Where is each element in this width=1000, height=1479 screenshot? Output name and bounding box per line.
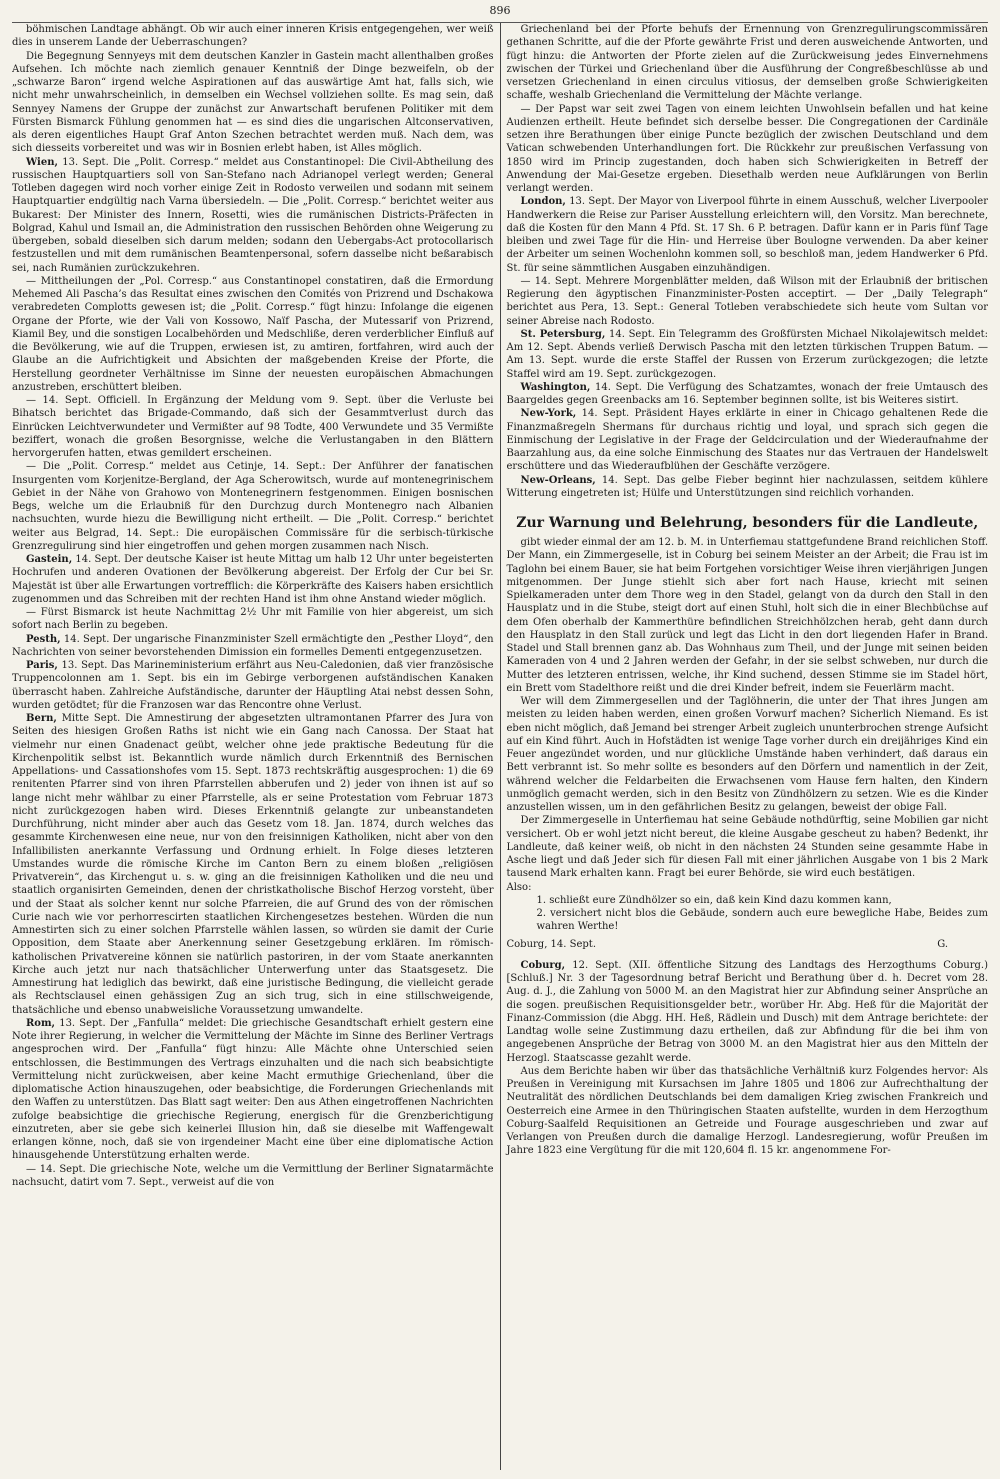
paragraph-text: Aus dem Berichte haben wir über das thatsächliche Verhältniß kurz Folgendes hervor: Als Preußen in Vereinigung mit Kursachsen im Jahre 1805 und 1806 zur Aufrechthaltung der Neutralität des nördlichen Deutschlands bei dem damaligen Krieg zwischen Frankreich und Oesterreich eine Armee in den Thüringischen Staaten aufstellte, wurden in dem Herzogthum Coburg-Saalfeld Requisitionen an Getreide und Fourage ausgeschrieben und zwar auf Verlangen von Preußen durch die damalige Herzogl. Landesregierung, wofür Preußen im Jahre 1823 eine Vergütung für die mit 120,604 fl. 15 kr. angenommene For-: [506, 1065, 988, 1157]
dateline: London,: [520, 196, 566, 208]
paragraph-text: 14. Sept. Der ungarische Finanzminister Szell ermächtigte den „Pesther Lloyd“, den Nachrichten von seiner bevorstehenden Dimission ein formelles Dementi entgegenzusetzen.: [12, 633, 494, 658]
signoff: [507, 938, 989, 951]
paragraph-text: Mitte Sept. Die Amnestirung der abgesetzten ultramontanen Pfarrer des Jura von Seiten des hiesigen Großen Raths ist nicht wie ein Gang nach Canossa. Der Staat hat vielmehr nur einen Gnadenact geübt, welcher ohne jede praktische Bedeutung für die Kirchenpolitik selbst ist. Bekanntlich wurde nämlich durch Erkenntniß des Bernischen Appellations- und Cassationshofes vom 15. Sept. 1873 rechtskräftig ausgesprochen: 1) die 69 renitenten Pfarrer sind von ihren Pfarrstellen abberufen und 2) jeder von ihnen ist auf so lange nicht mehr wählbar zu einer Pfarrstelle, als er seine Protestation vom Februar 1873 nicht zurückgezogen haben wird. Dieses Erkenntniß gelangte zur unbeanstandeten Durchführung, nicht minder aber auch das Gesetz vom 18. Jan. 1874, durch welches das gesammte Kirchenwesen eine neue, nur von den freisinnigen Katholiken, nicht aber von den Infallibilisten anerkannte Verfassung und Ordnung erhielt. In Folge dieses letzteren Umstandes wurde die römische Kirche im Canton Bern zu einem bloßen „religiösen Privatverein“, das Kirchengut u. s. w. ging an die freisinnigen Katholiken und die neu und staatlich organisirten Gemeinden, denen der christkatholische Bischof Herzog vorsteht, über und der Staat als solcher kennt nur solche Pfarreien, die auf Grund des von der römischen Curie nach wie vor perhorrescirten staatlichen Kirchengesetzes bestehen. Würden die nun Amnestirten sich zu einer solchen Pfarrstelle wählen lassen, so würden sie damit der Curie Opposition, dem Staate aber Anerkennung seiner Gesetzgebung erklären. Im römisch-katholischen Privatvereine können sie natürlich pastoriren, in der vom Staate anerkannten Kirche auch jetzt nur nach thatsächlicher Unterwerfung unter das Staatsgesetz. Die Amnestirung hat lediglich das bewirkt, daß eine juristische Bedingung, die vielleicht gerade als Rechtsclausel einen gehässigen Zug an sich trug, sich in eine stillschweigende, thatsächliche und ebenso unabweisliche Voraussetzung umwandelte.: [12, 713, 494, 1016]
paragraph-text: 14. Sept. Präsident Hayes erklärte in einer in Chicago gehaltenen Rede die Finanzmaßregeln Shermans für durchaus richtig und loyal, und sprach sich gegen die Einmischung der Legislative in der Frage der Geldcirculation und der Wiederaufnahme der Baarzahlung aus, da eine solche Einmischung des Staates nur das Vertrauen der Handelswelt erschüttere und das Wiederaufblühen der Geschäfte verzögere.: [506, 408, 988, 473]
article-paragraph: [507, 814, 989, 880]
paragraph-text: böhmischen Landtage abhängt. Ob wir auch einer inneren Krisis entgegengehen, wer weiß dies in unserem Lande der Ueberraschungen?: [12, 24, 494, 49]
article-paragraph: [12, 606, 494, 633]
article-paragraph: [507, 381, 989, 408]
paragraph-text: — Der Papst war seit zwei Tagen von einem leichten Unwohlsein befallen und hat keine Audienzen ertheilt. Heute befindet sich derselbe besser. Die Congregationen der Cardinäle setzen ihre Berathungen über einige Puncte bezüglich der zwischen Deutschland und dem Vatican schwebenden Unterhandlungen fort. Die Rückkehr zur preußischen Verfassung von 1850 wird im Princip zugestanden, doch haben sich Schwierigkeiten in Betreff der Anwendung der Mai-Gesetze ergeben. Diesethalb werden neue Aufklärungen von Berlin verlangt werden.: [506, 103, 988, 194]
right-parliament-block: [507, 959, 989, 1158]
left-column: [12, 23, 500, 1470]
section-title: Zur Warnung und Belehrung, besonders für die Landleute,: [516, 515, 979, 531]
list-item: 1. schließt eure Zündhölzer so ein, daß kein Kind dazu kommen kann,: [536, 894, 892, 906]
article-paragraph: [507, 695, 989, 814]
dateline: New-Orleans,: [520, 474, 596, 486]
dateline: Gastein,: [26, 554, 73, 565]
paragraph-text: — Die „Polit. Corresp.“ meldet aus Cetinje, 14. Sept.: Der Anführer der fanatischen Insurgenten vom Korjenitze-Bergland, der Aga Scherowitsch, wurde auf montenegrinischem Gebiet in der Nähe von Grahowo von Montenegrinern festgenommen. Einigen bosnischen Begs, welche um die Erlaubniß für den Durchzug durch Montenegro nach Albanien nachsuchten, wurde hiezu die Bewilligung nicht ertheilt. — Die „Polit. Corresp.“ berichtet weiter aus Belgrad, 14. Sept.: Die europäischen Commissäre für die serbisch-türkische Grenzregulirung sind hier eingetroffen und gehen morgen zusammen nach Nisch.: [12, 461, 494, 552]
paragraph-text: 12. Sept. (XII. öffentliche Sitzung des Landtags des Herzogthums Coburg.) [Schluß.] Nr. 3 der Tagesordnung betraf Bericht und Berathung über d. h. Decret vom 28. Aug. d. J., die Zahlung von 5000 M. an den Magistrat hier zur Abfindung seiner Ansprüche an die sogen. preußischen Requisitionsgelder betr., worüber Hr. Abg. Heß für die Majorität der Finanz-Commission (die Abgg. HH. Heß, Rädlein und Dusch) mit dem Antrage berichtete: der Landtag wolle seine Zustimmung dazu ertheilen, daß zur Abfindung für die bei ihm von angegebenen Ansprüche der Betrag von 3000 M. an den Magistrat hier aus den Mitteln der Herzogl. Staatscasse gezahlt werde.: [506, 959, 988, 1064]
article-paragraph: [507, 407, 989, 473]
article-paragraph: [12, 23, 494, 50]
article-paragraph: [12, 1163, 494, 1190]
article-paragraph: [507, 275, 989, 328]
dateline: New-York,: [520, 408, 577, 420]
article-paragraph: [12, 50, 494, 156]
article-paragraph: [12, 460, 494, 553]
paragraph-text: 13. Sept. Der „Fanfulla“ meldet: Die griechische Gesandtschaft erhielt gestern eine Note ihrer Regierung, in welcher die Vermittelung der Mächte im Sinne des Berliner Vertrags angesprochen wird. Der „Fanfulla“ fügt hinzu: Alle Mächte ohne Unterschied seien entschlossen, die Bestimmungen des Vertrags einzuhalten und die nach sich beabsichtigte Vermittelung nicht zurückweisen, aber keine Macht ermuthige Griechenland, über die diplomatische Action hinauszugehen, oder beabsichtige, die Forderungen Griechenlands mit den Waffen zu unterstützen. Das Blatt sagt weiter: Den aus Athen eingetroffenen Nachrichten zufolge beabsichtige die griechische Regierung, energisch für die Grenzberichtigung einzutreten, aber sie gebe sich keinerlei Illusion hin, daß sie dieselbe mit Waffengewalt erlangen könne, noch, daß sie von irgendeiner Macht eine über eine diplomatische Action hinausgehende Unterstützung erhalten werde.: [12, 1017, 494, 1162]
list-item: 2. versichert nicht blos die Gebäude, sondern auch eure bewegliche Habe, Beides zum wahren Werthe!: [536, 908, 988, 933]
article-paragraph: [507, 195, 989, 275]
dateline: Washington,: [520, 381, 591, 393]
paragraph-text: — 14. Sept. Officiell. In Ergänzung der Meldung vom 9. Sept. über die Verluste bei Bihatsch berichtet das Brigade-Commando, daß sich der Gesammtverlust durch das Einrücken Leichtverwundeter und Vermißter auf 98 Todte, 400 Verwundete und 35 Vermißte beziffert, wonach die großen Besorgnisse, welche die Verlustangaben in den Blättern hervorgerufen hatten, etwas gemildert erscheinen.: [12, 395, 494, 459]
article-paragraph: [507, 959, 989, 1065]
paragraph-text: Der Zimmergeselle in Unterfiemau hat seine Gebäude nothdürftig, seine Mobilien gar nicht versichert. Ob er wohl jetzt nicht bereut, die kleine Ausgabe gescheut zu haben? Bedenkt, ihr Landleute, daß keiner weiß, ob nicht in den nächsten 24 Stunden seine gesammte Habe in Asche liegt und daß Jeder sich für diesen Fall mit einer jährlichen Ausgabe von 1 bis 2 Mark tausend Mark erhalten kann. Fragt bei eurer Behörde, sie wird euch bestätigen.: [506, 815, 988, 880]
article-paragraph: [507, 103, 989, 196]
paragraph-text: — 14. Sept. Die griechische Note, welche um die Vermittlung der Berliner Signatarmächte nachsucht, datirt vom 7. Sept., verweist auf die von: [12, 1163, 494, 1188]
article-paragraph: [12, 1017, 494, 1163]
paragraph-text: Die Begegnung Sennyeys mit dem deutschen Kanzler in Gastein macht allenthalben großes Aufsehen. Ich möchte nach ziemlich genauer Kenntniß der Dinge bezweifeln, ob der „schwarze Baron“ irgend welche Aspirationen auf das auswärtige Amt hat, falls sich, wie nicht mehr unwahrscheinlich, in demselben ein Wechsel vollziehen sollte. Es mag sein, daß Sennyey Namens der Gruppe der zunächst zur Anwartschaft berufenen Politiker mit dem Fürsten Bismarck Fühlung genommen hat — es sind dies die ungarischen Altconservativen, als deren eigentliches Haupt Graf Anton Szechen betrachtet werden muß. Nach dem, was sich diesseits vorbereitet und was wir in Bosnien erlebt haben, ist Alles möglich.: [12, 50, 494, 155]
article-paragraph: [12, 553, 494, 606]
dateline: Bern,: [26, 713, 57, 724]
paragraph-text: 14. Sept. Die Verfügung des Schatzamtes, wonach der freie Umtausch des Baargeldes gegen Greenbacks am 16. September beginnen sollte, ist bis Weiteres sistirt.: [506, 381, 988, 406]
paragraph-text: — 14. Sept. Mehrere Morgenblätter melden, daß Wilson mit der Erlaubniß der britischen Regierung den ägyptischen Finanzminister-Posten acceptirt. — Der „Daily Telegraph“ berichtet aus Pera, 13. Sept.: General Totleben verabschiedete sich heute vom Sultan vor seiner Abreise nach Rodosto.: [506, 275, 988, 327]
signoff-initial: G.: [937, 938, 948, 950]
paragraph-text: Griechenland bei der Pforte behufs der Ernennung von Grenzregulirungscommissären gethanen Schritte, auf die der Pforte gewährte Frist und deren ausweichende Antworten, und fügt hinzu: die Antworten der Pforte zielen auf die Zurückweisung jedes Einvernehmens zwischen der Türkei und Griechenland über die Ausführung der Congreßbeschlüsse ab und versetzen Griechenland in einen circulus vitiosus, der demselben große Schwierigkeiten schaffe, weshalb Griechenland die Vermittelung der Mächte verlange.: [506, 24, 988, 102]
dateline: Paris,: [26, 660, 58, 671]
article-paragraph: [507, 328, 989, 381]
dateline: Wien,: [26, 156, 58, 168]
right-news-block: [507, 23, 989, 500]
article-paragraph: [507, 474, 989, 501]
dateline: St. Petersburg,: [520, 328, 606, 340]
article-paragraph: [12, 633, 494, 660]
dateline: Rom,: [26, 1017, 56, 1029]
article-paragraph: [12, 156, 494, 275]
article-paragraph: [507, 536, 989, 695]
article-paragraph: [12, 712, 494, 1017]
page-number: 896: [489, 4, 511, 17]
article-paragraph: [507, 23, 989, 103]
article-paragraph: [507, 1065, 989, 1158]
right-column: [501, 23, 989, 1470]
article-paragraph: [12, 275, 494, 394]
warning-article: [507, 536, 989, 881]
advice-list: [507, 894, 989, 934]
paragraph-text: 13. Sept. Der Mayor von Liverpool führte in einem Ausschuß, welcher Liverpooler Handwerkern die Reise zur Pariser Ausstellung erleichtern will, den Vorsitz. Man berechnete, daß die Kosten für den Mann 4 Pfd. St. 17 Sh. 6 P. betragen. Dafür kann er in Paris fünf Tage bleiben und zwei Tage für die Hin- und Herreise über Boulogne verwenden. Da aber keiner der Arbeiter um seinen Wochenlohn kommen soll, so beschloß man, jedem Handwerker 6 Pfd. St. für seine sämmtlichen Ausgaben einzuhändigen.: [506, 196, 988, 274]
signoff-place: Coburg, 14. Sept.: [506, 938, 597, 950]
paragraph-text: 13. Sept. Die „Polit. Corresp.“ meldet aus Constantinopel: Die Civil-Abtheilung des russischen Hauptquartiers soll von San-Stefano nach Adrianopel verlegt werden; General Totleben dagegen wird noch vorher einige Zeit in Rodosto verweilen und sodann mit seinem Hauptquartier endgültig nach Varna übersiedeln. — Die „Polit. Corresp.“ berichtet weiter aus Bukarest: Der Minister des Innern, Rosetti, wies die rumänischen Districts-Präfecten in Bolgrad, Kahul und Ismail an, die Administration den russischen Behörden ohne Weigerung zu übergeben, sobald dieselben sich darum melden; sodann den Uebergabs-Act protocollarisch festzustellen und mit dem rumänischen Beamtenpersonal, sofern dasselbe nicht beßarabisch sei, nach Rumänien zurückzukehren.: [12, 156, 494, 274]
paragraph-text: 13. Sept. Das Marineministerium erfährt aus Neu-Caledonien, daß vier französische Truppencolonnen am 1. Sept. bis ein im Gebirge verborgenen aufständischen Kanaken überrascht haben. Zahlreiche Aufständische, darunter der Häuptling Atai nebst dessen Sohn, wurden getödtet; für die Franzosen war das Rencontre ohne Verlust.: [12, 660, 494, 711]
dateline: Coburg,: [520, 959, 566, 971]
paragraph-text: — Fürst Bismarck ist heute Nachmittag 2½ Uhr mit Familie von hier abgereist, um sich sofort nach Berlin zu begeben.: [12, 607, 494, 632]
paragraph-text: 14. Sept. Ein Telegramm des Großfürsten Michael Nikolajewitsch meldet: Am 12. Sept. Abends verließ Derwisch Pascha mit den letzten türkischen Truppen Batum. — Am 13. Sept. wurde die erste Staffel der Russen von Erzerum zurückgezogen; die letzte Staffel wird am 19. Sept. zurückgezogen.: [506, 328, 988, 380]
paragraph-text: 14. Sept. Das gelbe Fieber beginnt hier nachzulassen, seitdem kühlere Witterung eingetreten ist; Hülfe und Unterstützungen sind reichlich vorhanden.: [506, 474, 988, 499]
columns: [12, 22, 988, 1470]
article-paragraph: [12, 659, 494, 712]
dateline: Pesth,: [26, 633, 61, 645]
article-paragraph: [12, 394, 494, 460]
paragraph-text: Wer will dem Zimmergesellen und der Taglöhnerin, die unter der That ihres Jungen am meisten zu leiden haben werden, einen großen Vorwurf machen? Sicherlich Niemand. Es ist eben nicht möglich, daß Jemand bei strenger Arbeit zugleich ununterbrochen strenge Aufsicht auf ein Kind führt. Auch in Hofstädten ist wenige Tage vorher durch ein dreijähriges Kind ein Feuer angezündet worden, und nur glückliche Umstände haben verhindert, daß daraus ein Bett verbrannt ist. So mehr sollte es besonders auf den Dörfern und namentlich in der Zeit, während welcher die Feldarbeiten die Erwachsenen vom Hause fern halten, den Kindern unmöglich gemacht werden, sich in den Besitz von Zündhölzern zu setzen. Wie es die Kinder anzustellen wissen, um in den gefährlichen Besitz zu gelangen, beweist der obige Fall.: [506, 696, 988, 813]
paragraph-text: gibt wieder einmal der am 12. b. M. in Unterfiemau stattgefundene Brand reichlichen Stoff. Der Mann, ein Zimmergeselle, ist in Coburg bei seinem Meister an der Arbeit; die Frau ist im Taglohn bei einem Bauer, sie hat beim Fortgehen vorsichtiger Weise ihren vierjährigen Jungen mitgenommen. Der Junge stiehlt sich aber fort nach Hause, kriecht mit seinen Spielkameraden unter dem Thore weg in den Stadel, gelangt von da durch den Stall in den Hausplatz und in die Stube, steigt dort auf einen Stuhl, holt sich die in einer Blechbüchse auf dem Ofen oberhalb der Kammerthüre befindlichen Streichhölzchen herab, geht dann durch den Hausplatz in den Stall zurück und legt das Licht in den dort liegenden Hafer in Brand. Stadel und Stall brennen ganz ab. Das Wohnhaus zum Theil, und der Junge mit seinen beiden Kameraden von 4 und 2 Jahren werden der Gefahr, in der sie selbst schweben, nur durch die Mutter des letzteren entrissen, welche, ihr Kind suchend, dessen Stimme sie im Stadel hört, ein Brett vom Stadelthore reißt und die drei Kinder befreit, indem sie Feuerlärm macht.: [506, 537, 988, 694]
paragraph-text: 14. Sept. Der deutsche Kaiser ist heute Mittag um halb 12 Uhr unter begeisterten Hochrufen und anderen Ovationen der Bevölkerung abgereist. Der Erfolg der Cur bei Sr. Majestät ist über alle Erwartungen vortrefflich: die Körperkräfte des Kaisers haben ersichtlich zugenommen und das Schreiben mit der rechten Hand ist ihm ohne Anstand wieder möglich.: [12, 554, 494, 605]
paragraph-text: — Mittheilungen der „Pol. Corresp.“ aus Constantinopel constatiren, daß die Ermordung Mehemed Ali Pascha’s das Resultat eines zwischen den Comités von Prizrend und Dschakowa verabredeten Complotts gewesen ist; die „Polit. Corresp.“ fügt hinzu: Infolange die eigenen Organe der Pforte, wie der Vali von Kossowo, Naïf Pascha, der Mutessarif von Prizrend, Kiamil Bey, und die sonstigen Localbehörden und Medschliße, deren verderblicher Einfluß auf die Bevölkerung, wie auf die Truppen, erwiesen ist, zu amtiren, fortfahren, wird auch der Glaube an die Aufrichtigkeit und Absichten der maßgebenden Kreise der Pforte, die Herstellung geordneter Verhältnisse im Sinne der neuesten europäischen Abmachungen anzustreben, erschüttert bleiben.: [12, 275, 494, 393]
also-label: Also:: [506, 881, 532, 893]
